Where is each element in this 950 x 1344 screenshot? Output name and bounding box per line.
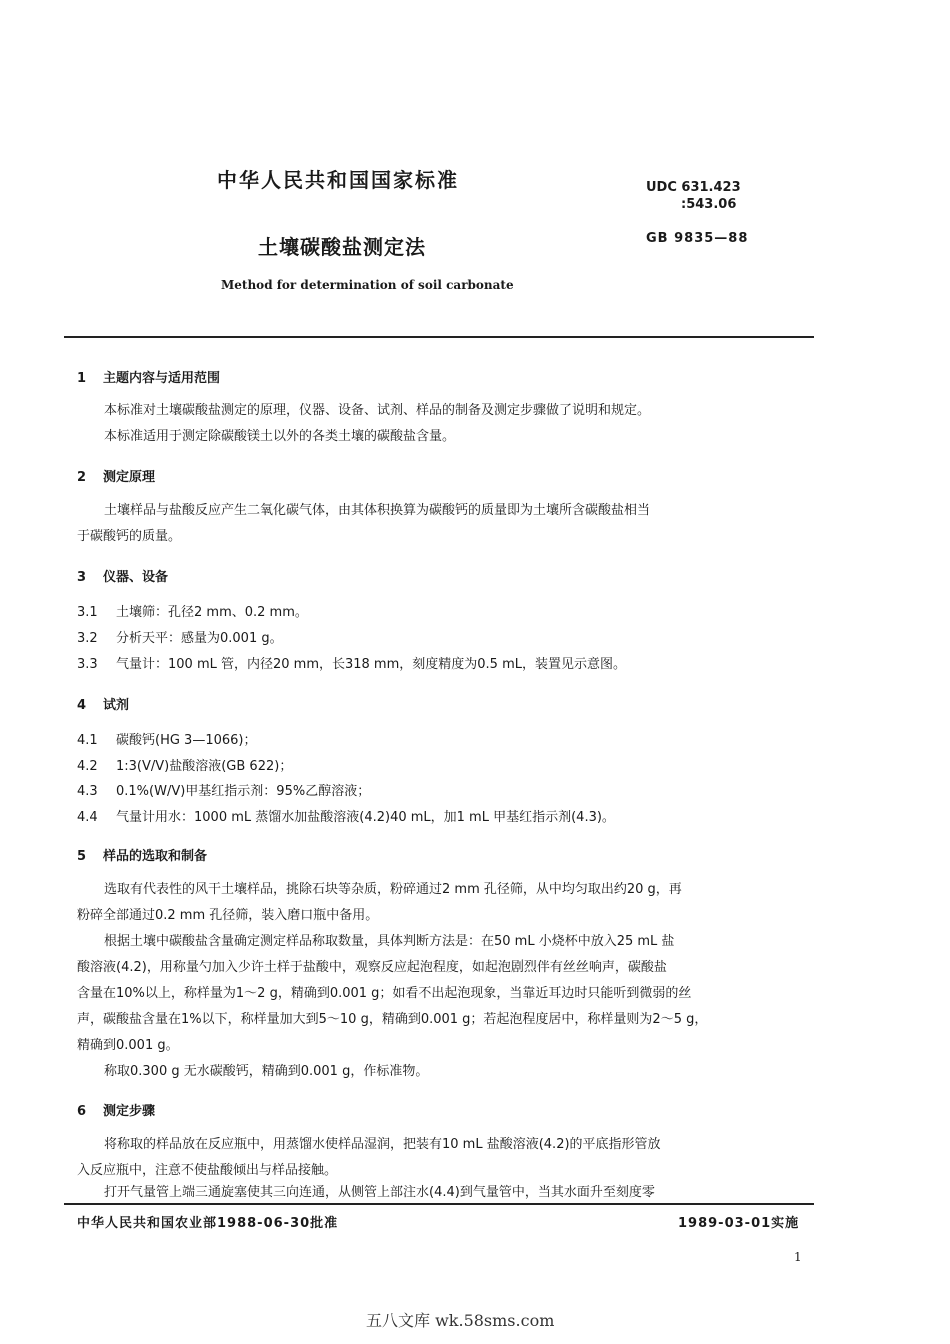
section-1-heading bbox=[77, 367, 220, 386]
section-number: 2 bbox=[77, 470, 87, 485]
section-6-paragraph-2: 打开气量管上端三通旋塞使其三向连通，从侧管上部注水(4.4)到气量管中，当其水面升至刻度零 bbox=[104, 1185, 655, 1200]
standard-title: 中华人民共和国国家标准 bbox=[217, 168, 459, 192]
subclause-number: 4.3 bbox=[77, 784, 98, 799]
section-number: 4 bbox=[77, 698, 87, 713]
udc-code-line1: UDC 631.423 bbox=[646, 180, 741, 195]
section-title: 样品的选取和制备 bbox=[103, 849, 208, 864]
subclause-text: 土壤筛：孔径2 mm、0.2 mm。 bbox=[116, 605, 308, 620]
section-5-paragraph-2-line-2: 酸溶液(4.2)，用称量勺加入少许土样于盐酸中，观察反应起泡程度，如起泡剧烈伴有丝丝响声，碳酸盐 bbox=[77, 960, 667, 975]
section-5-paragraph-2-line-5: 精确到0.001 g。 bbox=[77, 1038, 179, 1053]
subclause-text: 气量计用水：1000 mL 蒸馏水加盐酸溶液(4.2)40 mL，加1 mL 甲基红指示剂(4.3)。 bbox=[116, 810, 615, 825]
subclause-text: 气量计：100 mL 管，内径20 mm，长318 mm，刻度精度为0.5 mL，装置见示意图。 bbox=[116, 657, 626, 672]
subclause-number: 4.4 bbox=[77, 810, 98, 825]
page-number: 1 bbox=[794, 1250, 802, 1264]
subclause-4-2 bbox=[77, 755, 292, 774]
subclause-text: 0.1%(W/V)甲基红指示剂：95%乙醇溶液； bbox=[116, 784, 371, 799]
section-title: 试剂 bbox=[103, 698, 130, 713]
subclause-3-3 bbox=[77, 653, 626, 672]
section-1-paragraph-1: 本标准对土壤碳酸盐测定的原理，仪器、设备、试剂、样品的制备及测定步骤做了说明和规定。 bbox=[104, 403, 651, 418]
footer-divider bbox=[64, 1203, 814, 1205]
subclause-number: 3.3 bbox=[77, 657, 98, 672]
section-5-heading bbox=[77, 845, 207, 864]
subclause-4-3 bbox=[77, 780, 370, 799]
section-title: 测定步骤 bbox=[103, 1104, 156, 1119]
watermark-text: 五八文库 wk.58sms.com bbox=[366, 1311, 555, 1330]
section-6-paragraph-1-line-2: 入反应瓶中，注意不使盐酸倾出与样品接触。 bbox=[77, 1163, 338, 1178]
section-5-paragraph-1-line-1: 选取有代表性的风干土壤样品，挑除石块等杂质，粉碎通过2 mm 孔径筛，从中均匀取出约20 g，再 bbox=[104, 882, 682, 897]
subclause-text: 1:3(V/V)盐酸溶液(GB 622)； bbox=[116, 759, 293, 774]
section-title: 仪器、设备 bbox=[103, 570, 169, 585]
subclause-4-1 bbox=[77, 729, 256, 748]
gb-number: GB 9835—88 bbox=[646, 231, 749, 246]
section-5-paragraph-1-line-2: 粉碎全部通过0.2 mm 孔径筛，装入磨口瓶中备用。 bbox=[77, 908, 379, 923]
section-title: 测定原理 bbox=[103, 470, 156, 485]
section-3-heading bbox=[77, 566, 168, 585]
subclause-3-2 bbox=[77, 627, 283, 646]
section-6-heading bbox=[77, 1100, 155, 1119]
subclause-number: 3.2 bbox=[77, 631, 98, 646]
subclause-text: 碳酸钙(HG 3—1066)； bbox=[116, 733, 257, 748]
section-number: 6 bbox=[77, 1104, 87, 1119]
subclause-number: 4.2 bbox=[77, 759, 98, 774]
document-title-english: Method for determination of soil carbonate bbox=[221, 278, 514, 292]
section-4-heading bbox=[77, 694, 129, 713]
section-5-paragraph-2-line-3: 含量在10%以上，称样量为1～2 g，精确到0.001 g；如看不出起泡现象，当靠近耳边时只能听到微弱的丝 bbox=[77, 986, 692, 1001]
section-title: 主题内容与适用范围 bbox=[103, 371, 221, 386]
section-number: 5 bbox=[77, 849, 87, 864]
section-2-paragraph-line-2: 于碳酸钙的质量。 bbox=[77, 529, 182, 544]
udc-code-line2: :543.06 bbox=[681, 197, 737, 212]
header-divider bbox=[64, 336, 814, 338]
section-5-paragraph-3: 称取0.300 g 无水碳酸钙，精确到0.001 g，作标准物。 bbox=[104, 1064, 429, 1079]
subclause-3-1 bbox=[77, 601, 308, 620]
subclause-4-4 bbox=[77, 806, 615, 825]
section-6-paragraph-1-line-1: 将称取的样品放在反应瓶中，用蒸馏水使样品湿润，把装有10 mL 盐酸溶液(4.2)的平底指形管放 bbox=[104, 1137, 661, 1152]
approval-line: 中华人民共和国农业部1988-06-30批准 bbox=[77, 1216, 339, 1231]
section-2-heading bbox=[77, 466, 155, 485]
subclause-text: 分析天平：感量为0.001 g。 bbox=[116, 631, 283, 646]
section-1-paragraph-2: 本标准适用于测定除碳酸镁土以外的各类土壤的碳酸盐含量。 bbox=[104, 429, 456, 444]
section-number: 1 bbox=[77, 371, 87, 386]
document-title: 土壤碳酸盐测定法 bbox=[258, 235, 426, 259]
section-5-paragraph-2-line-1: 根据土壤中碳酸盐含量确定测定样品称取数量，具体判断方法是：在50 mL 小烧杯中放入25 mL 盐 bbox=[104, 934, 675, 949]
subclause-number: 4.1 bbox=[77, 733, 98, 748]
effective-date: 1989-03-01实施 bbox=[678, 1216, 800, 1231]
section-5-paragraph-2-line-4: 声，碳酸盐含量在1%以下，称样量加大到5～10 g，精确到0.001 g；若起泡程度居中，称样量则为2～5 g， bbox=[77, 1012, 708, 1027]
subclause-number: 3.1 bbox=[77, 605, 98, 620]
section-number: 3 bbox=[77, 570, 87, 585]
section-2-paragraph-line-1: 土壤样品与盐酸反应产生二氧化碳气体，由其体积换算为碳酸钙的质量即为土壤所含碳酸盐相当 bbox=[104, 503, 651, 518]
